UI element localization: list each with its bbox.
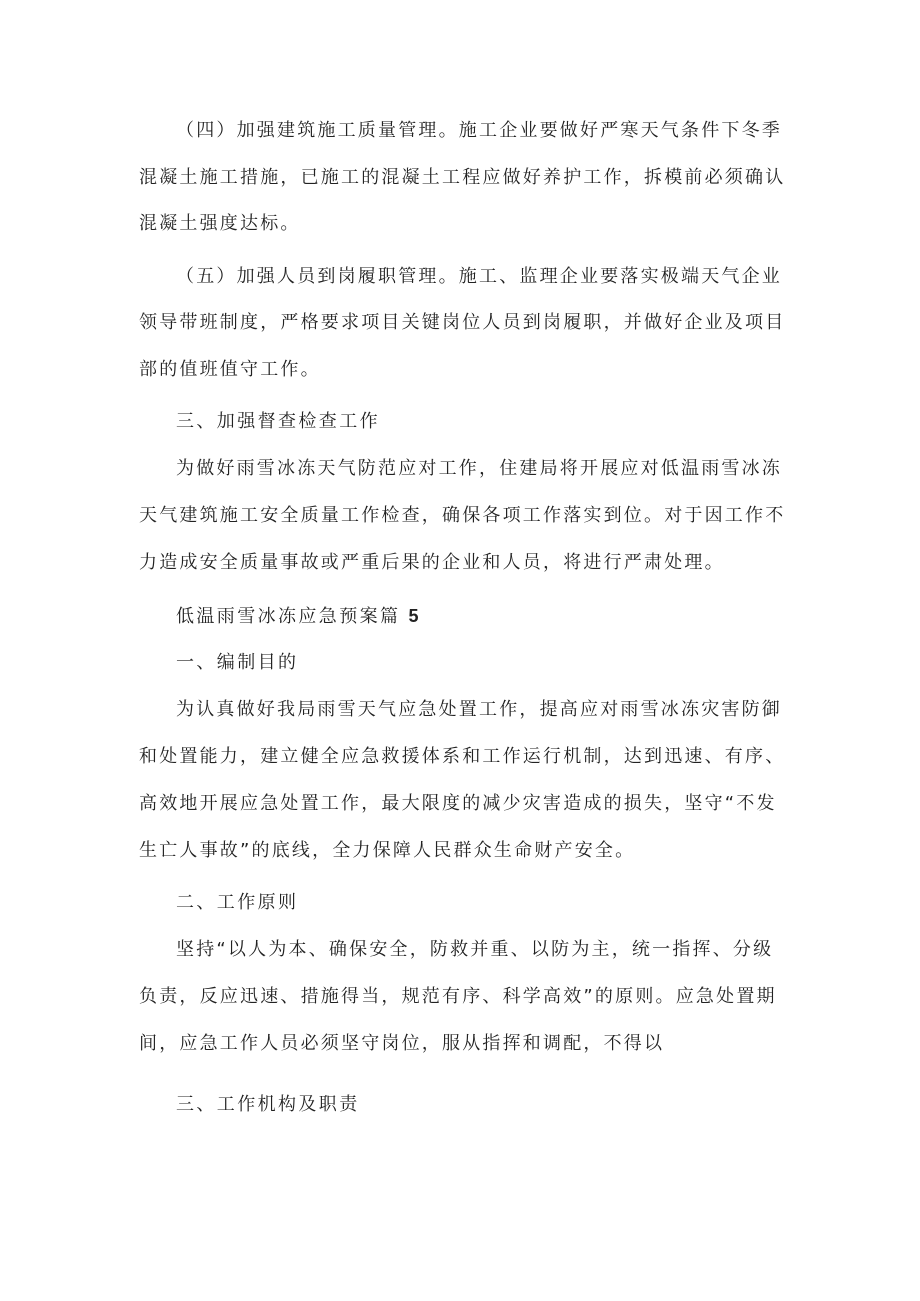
- paragraph-principles-line-2: 负责，反应迅速、措施得当，规范有序、科学高效”的原则。应急处置期: [139, 986, 777, 1007]
- plan-title: [176, 604, 826, 628]
- paragraph-principles-line-3: 间，应急工作人员必须坚守岗位，服从指挥和调配，不得以: [139, 1033, 665, 1054]
- paragraph-4-line-2: 混凝土施工措施，已施工的混凝土工程应做好养护工作，拆模前必须确认: [139, 167, 786, 188]
- paragraph-4-line-1: （四）加强建筑施工质量管理。施工企业要做好严寒天气条件下冬季: [176, 120, 782, 141]
- paragraph-inspection-line-3: 力造成安全质量事故或严重后果的企业和人员，将进行严肃处理。: [139, 552, 725, 573]
- section-heading-purpose: 一、编制目的: [176, 652, 299, 673]
- paragraph-purpose-line-4: 生亡人事故”的底线，全力保障人民群众生命财产安全。: [139, 840, 636, 861]
- paragraph-principles-line-1: 坚持“以人为本、确保安全，防救并重、以防为主，统一指挥、分级: [176, 939, 774, 960]
- plan-number: 5: [408, 606, 421, 626]
- paragraph-5-line-3: 部的值班值守工作。: [139, 359, 321, 380]
- paragraph-inspection-line-1: 为做好雨雪冰冻天气防范应对工作，住建局将开展应对低温雨雪冰冻: [176, 458, 782, 479]
- paragraph-5-line-2: 领导带班制度，严格要求项目关键岗位人员到岗履职，并做好企业及项目: [139, 312, 786, 333]
- paragraph-5-line-1: （五）加强人员到岗履职管理。施工、监理企业要落实极端天气企业: [176, 266, 782, 287]
- section-heading-principles: 二、工作原则: [176, 892, 299, 913]
- paragraph-purpose-line-2: 和处置能力，建立健全应急救援体系和工作运行机制，达到迅速、有序、: [139, 746, 786, 767]
- plan-title-text: 低温雨雪冰冻应急预案篇: [176, 606, 401, 627]
- section-heading-organization: 三、工作机构及职责: [176, 1094, 360, 1115]
- paragraph-inspection-line-2: 天气建筑施工安全质量工作检查，确保各项工作落实到位。对于因工作不: [139, 505, 786, 526]
- section-heading-inspection: 三、加强督查检查工作: [176, 411, 380, 432]
- paragraph-purpose-line-1: 为认真做好我局雨雪天气应急处置工作，提高应对雨雪冰冻灾害防御: [176, 699, 782, 720]
- paragraph-4-line-3: 混凝土强度达标。: [139, 213, 301, 234]
- paragraph-purpose-line-3: 高效地开展应急处置工作，最大限度的减少灾害造成的损失，坚守“不发: [139, 793, 777, 814]
